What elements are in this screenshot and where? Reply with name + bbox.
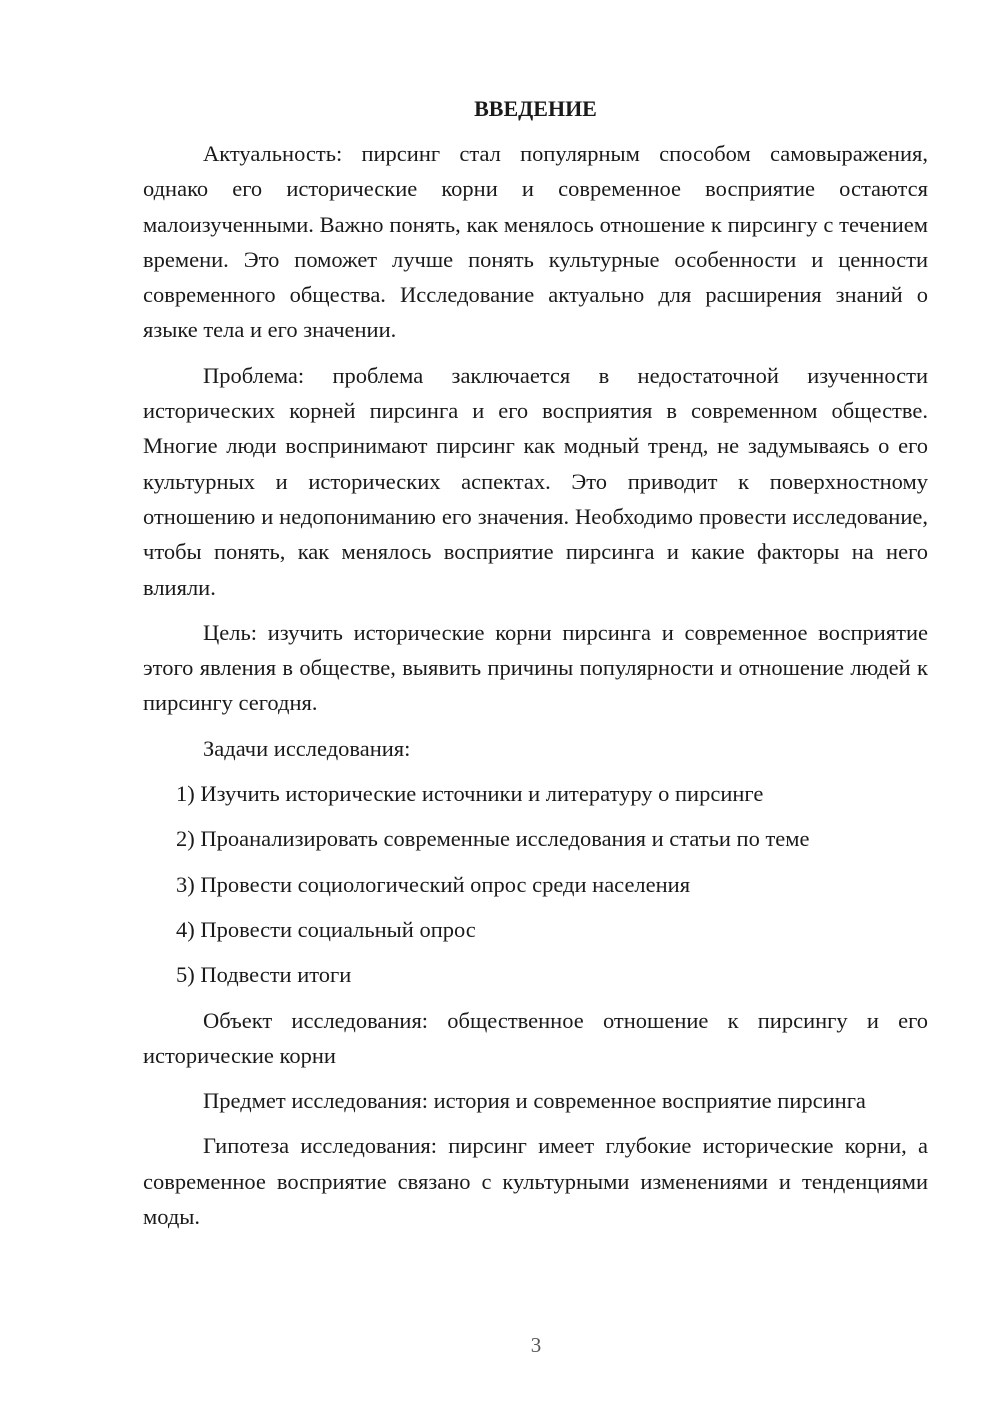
paragraph-problem: Проблема: проблема заключается в недостаточной изученности исторических корней пирсинга и его восприятия в современном обществе. Многие люди воспринимают пирсинг как модный тренд, не задумываясь о его культурных и исторических аспектах. Это приводит к поверхностному отношению и недопониманию его значения. Необходимо провести исследование, чтобы понять, как менялось восприятие пирсинга и какие факторы на него влияли. [143, 362, 928, 600]
paragraph-relevance: Актуальность: пирсинг стал популярным способом самовыражения, однако его исторические корни и современное восприятие остаются малоизученными. Важно понять, как менялось отношение к пирсингу с течением времени. Это поможет лучше понять культурные особенности и ценности современного общества. Исследование актуально для расширения знаний о языке тела и его значении. [143, 141, 928, 343]
task-list [143, 776, 928, 992]
document-page [143, 94, 928, 1244]
page-title: ВВЕДЕНИЕ [474, 96, 597, 121]
list-item: 1) Изучить исторические источники и литературу о пирсинге [176, 781, 764, 807]
list-item: 4) Провести социальный опрос [176, 916, 476, 942]
list-item: 2) Проанализировать современные исследования и статьи по теме [176, 826, 810, 852]
page-number: 3 [530, 1333, 542, 1357]
paragraph-object: Объект исследования: общественное отношение к пирсингу и его исторические корни [143, 1007, 928, 1068]
tasks-heading: Задачи исследования: [203, 735, 411, 761]
list-item: 5) Подвести итоги [176, 962, 352, 988]
paragraph-hypothesis: Гипотеза исследования: пирсинг имеет глубокие исторические корни, а современное восприятие связано с культурными изменениями и тенденциями моды. [143, 1133, 928, 1230]
list-item: 3) Провести социологический опрос среди населения [176, 871, 691, 897]
paragraph-subject: Предмет исследования: история и современное восприятие пирсинга [203, 1088, 866, 1114]
paragraph-goal: Цель: изучить исторические корни пирсинга и современное восприятие этого явления в обществе, выявить причины популярности и отношение людей к пирсингу сегодня. [143, 619, 928, 716]
